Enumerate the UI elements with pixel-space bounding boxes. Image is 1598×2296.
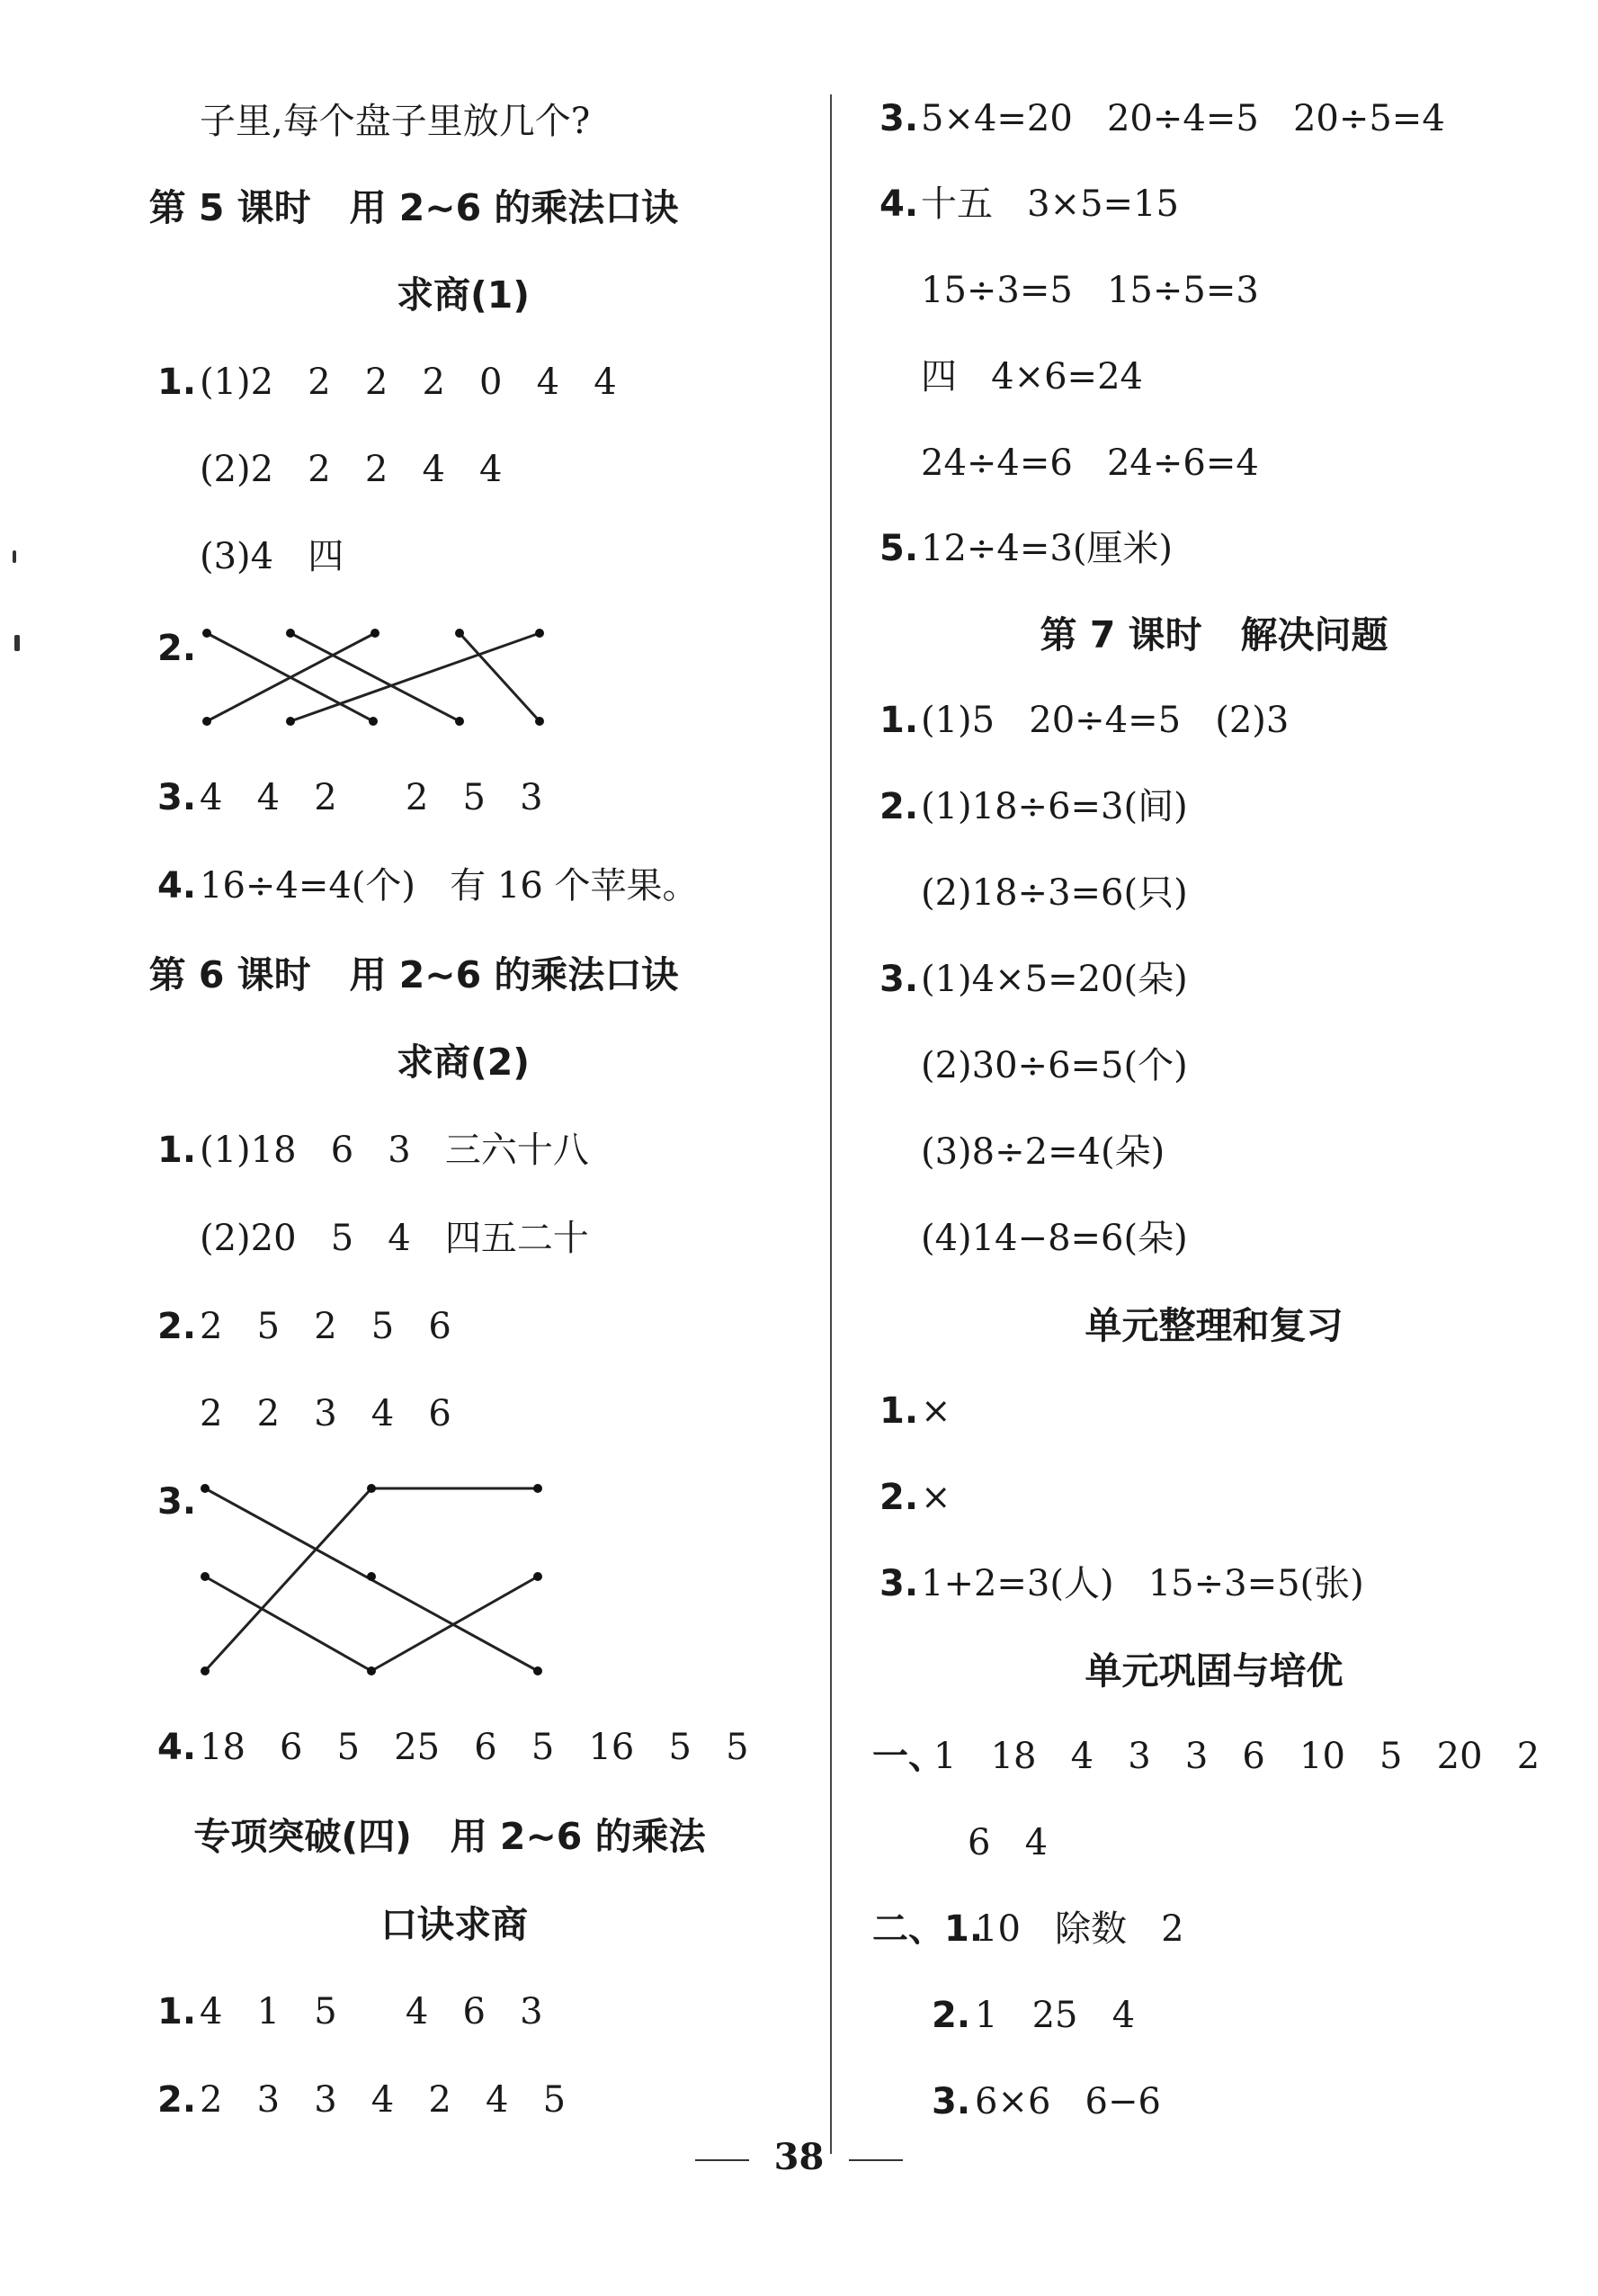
lesson6-q3-number: 3. xyxy=(157,1481,197,1523)
match-line xyxy=(205,1488,371,1671)
lesson6-q1-line1: (1)18 6 3 三六十八 xyxy=(200,1130,589,1171)
lesson7-q3-line3: (3)8÷2=4(朵) xyxy=(921,1131,1165,1173)
lesson5-q4-number: 4. xyxy=(157,865,197,907)
lesson7-q3-line2: (2)30÷6=5(个) xyxy=(921,1045,1188,1086)
special4-heading-line2: 口诀求商 xyxy=(380,1903,528,1946)
special4-q1-number: 1. xyxy=(157,1991,197,2032)
lesson7-q3-line4: (4)14−8=6(朵) xyxy=(921,1218,1188,1259)
match-line xyxy=(290,633,540,721)
lesson5-heading-line2: 求商(1) xyxy=(396,273,530,317)
review-q3-number: 3. xyxy=(879,1563,919,1604)
lesson5-q2-number: 2. xyxy=(157,628,197,669)
match-line xyxy=(205,1577,371,1671)
review-q1-answer: × xyxy=(921,1390,951,1432)
match-dot xyxy=(533,1572,542,1581)
match-line xyxy=(290,633,460,721)
match-dot xyxy=(455,717,464,726)
match-dot xyxy=(202,717,211,726)
lesson5-q1-line2: (2)2 2 2 4 4 xyxy=(200,449,503,490)
lesson5-q3-answer: 4 4 2 2 5 3 xyxy=(200,777,543,818)
match-dot xyxy=(369,717,378,726)
match-dot xyxy=(367,1484,376,1493)
special4-q2-number: 2. xyxy=(157,2079,197,2121)
lesson5-q1-number: 1. xyxy=(157,362,197,403)
match-dot xyxy=(202,629,211,638)
lesson5-q1-line3: (3)4 四 xyxy=(200,536,344,577)
match-dot xyxy=(201,1572,210,1581)
q4-line1: 十五 3×5=15 xyxy=(921,183,1179,225)
lesson6-q4-answer: 18 6 5 25 6 5 16 5 5 xyxy=(200,1727,749,1768)
consolidate-part2-q3-number: 3. xyxy=(932,2081,971,2122)
match-dot xyxy=(533,1484,542,1493)
review-q3-answer: 1+2=3(人) 15÷3=5(张) xyxy=(921,1563,1364,1604)
match-dot xyxy=(286,717,295,726)
q4-line3: 四 4×6=24 xyxy=(921,356,1143,398)
consolidate-part1-line1: 1 18 4 3 3 6 10 5 20 2 xyxy=(933,1736,1540,1777)
q4-number: 4. xyxy=(879,183,919,225)
special4-heading-line1: 专项突破(四) 用 2~6 的乘法 xyxy=(193,1815,706,1858)
consolidate-part2-q2-number: 2. xyxy=(932,1995,971,2036)
continued-question-text: 子里,每个盘子里放几个? xyxy=(200,101,591,142)
lesson7-heading: 第 7 课时 解决问题 xyxy=(1040,613,1388,657)
scan-speck xyxy=(14,635,20,651)
match-dot xyxy=(370,629,379,638)
lesson5-q3-number: 3. xyxy=(157,777,197,818)
lesson6-q1-number: 1. xyxy=(157,1130,197,1171)
review-q2-number: 2. xyxy=(879,1477,919,1518)
match-dot xyxy=(455,629,464,638)
q3-number: 3. xyxy=(879,98,919,139)
q3-answer: 5×4=20 20÷4=5 20÷5=4 xyxy=(921,98,1445,139)
match-dot xyxy=(535,717,544,726)
lesson7-q1-number: 1. xyxy=(879,700,919,741)
column-divider xyxy=(830,94,832,2154)
match-dot xyxy=(286,629,295,638)
lesson7-q2-line1: (1)18÷6=3(间) xyxy=(921,786,1188,827)
lesson7-q2-line2: (2)18÷3=6(只) xyxy=(921,872,1188,914)
lesson5-matching-diagram xyxy=(193,621,553,732)
review-heading: 单元整理和复习 xyxy=(1085,1304,1344,1347)
match-dot xyxy=(535,629,544,638)
lesson7-q2-number: 2. xyxy=(879,786,919,827)
footer-dash xyxy=(695,2159,749,2161)
lesson5-heading-line1: 第 5 课时 用 2~6 的乘法口诀 xyxy=(148,186,679,229)
left-column xyxy=(0,0,827,2121)
right-column xyxy=(836,0,1598,2122)
q5-number: 5. xyxy=(879,528,919,569)
lesson6-q2-line1: 2 5 2 5 6 xyxy=(200,1306,451,1347)
special4-q2-answer: 2 3 3 4 2 4 5 xyxy=(200,2079,567,2121)
lesson6-q2-line2: 2 2 3 4 6 xyxy=(200,1393,451,1434)
lesson6-heading-line1: 第 6 课时 用 2~6 的乘法口诀 xyxy=(148,953,679,996)
match-dot xyxy=(367,1572,376,1581)
page-footer xyxy=(0,2136,1598,2178)
lesson6-matching-diagram xyxy=(193,1475,553,1685)
consolidate-part2-q3-answer: 6×6 6−6 xyxy=(975,2081,1161,2122)
review-q1-number: 1. xyxy=(879,1390,919,1432)
lesson6-heading-line2: 求商(2) xyxy=(396,1041,530,1084)
q4-line2: 15÷3=5 15÷5=3 xyxy=(921,270,1259,311)
lesson6-q1-line2: (2)20 5 4 四五二十 xyxy=(200,1218,589,1259)
consolidate-part2-q2-answer: 1 25 4 xyxy=(975,1995,1136,2036)
lesson5-q1-line1: (1)2 2 2 2 0 4 4 xyxy=(200,362,617,403)
match-dot xyxy=(533,1666,542,1675)
match-dot xyxy=(201,1484,210,1493)
page-number: 38 xyxy=(773,2136,825,2178)
q4-line4: 24÷4=6 24÷6=4 xyxy=(921,442,1259,484)
consolidate-heading: 单元巩固与培优 xyxy=(1085,1649,1344,1693)
consolidate-part1-number: 一、 xyxy=(872,1736,944,1777)
consolidate-part2-q1-answer: 10 除数 2 xyxy=(975,1908,1184,1950)
lesson7-q3-line1: (1)4×5=20(朵) xyxy=(921,959,1188,1000)
q5-answer: 12÷4=3(厘米) xyxy=(921,528,1174,569)
lesson6-q4-number: 4. xyxy=(157,1727,197,1768)
lesson7-q1-answer: (1)5 20÷4=5 (2)3 xyxy=(921,700,1290,741)
review-q2-answer: × xyxy=(921,1477,951,1518)
lesson5-q4-answer: 16÷4=4(个) 有 16 个苹果。 xyxy=(200,865,699,907)
lesson7-q3-number: 3. xyxy=(879,959,919,1000)
footer-dash xyxy=(849,2159,903,2161)
match-dot xyxy=(367,1666,376,1675)
consolidate-part2-number: 二、1. xyxy=(872,1908,984,1950)
lesson6-q2-number: 2. xyxy=(157,1306,197,1347)
match-dot xyxy=(201,1666,210,1675)
special4-q1-answer: 4 1 5 4 6 3 xyxy=(200,1991,543,2032)
consolidate-part1-line2: 6 4 xyxy=(968,1822,1049,1863)
scan-speck xyxy=(13,550,16,563)
